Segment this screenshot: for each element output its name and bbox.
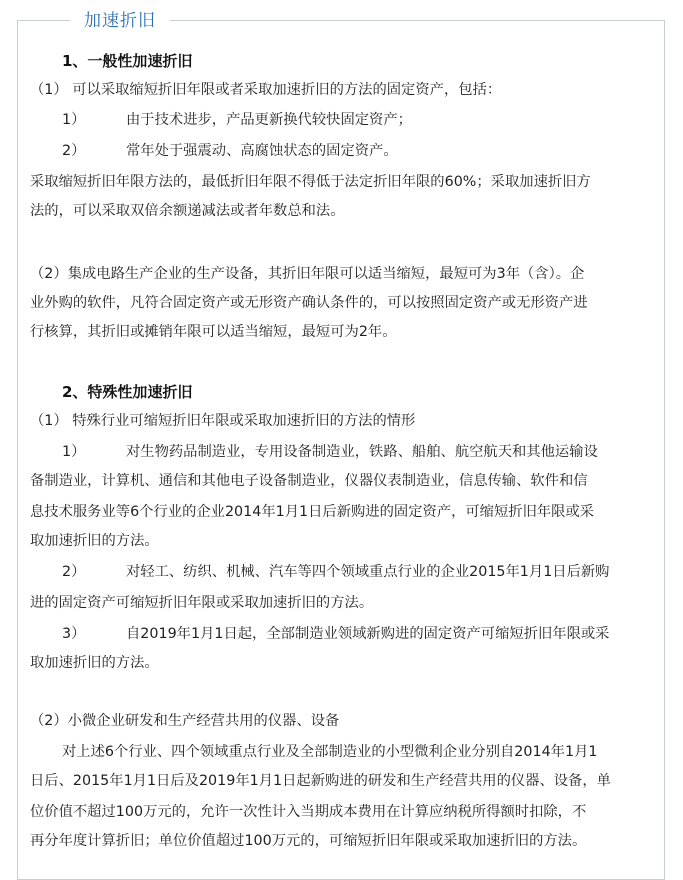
- list-marker: 2）: [62, 143, 86, 159]
- paragraph-line: 取加速折旧的方法。: [30, 655, 159, 671]
- list-marker: 1）: [62, 444, 86, 460]
- list-item: 常年处于强震动、高腐蚀状态的固定资产。: [126, 143, 398, 159]
- paragraph-line: （2）小微企业研发和生产经营共用的仪器、设备: [30, 713, 340, 729]
- list-item: 对轻工、纺织、机械、汽车等四个领域重点行业的企业2015年1月1日后新购: [126, 564, 610, 580]
- paragraph-line: 息技术服务业等6个行业的企业2014年1月1日后新购进的固定资产，可缩短折旧年限或采: [30, 504, 595, 520]
- paragraph-line: （2）集成电路生产企业的生产设备，其折旧年限可以适当缩短，最短可为3年（含）。企: [30, 266, 585, 282]
- paragraph-line: 进的固定资产可缩短折旧年限或采取加速折旧的方法。: [30, 595, 374, 611]
- paragraph-line: 备制造业，计算机、通信和其他电子设备制造业，仪器仪表制造业，信息传输、软件和信: [30, 473, 588, 489]
- list-item: 自2019年1月1日起，全部制造业领域新购进的固定资产可缩短折旧年限或采: [126, 626, 610, 642]
- list-item: 对生物药品制造业，专用设备制造业，铁路、船舶、航空航天和其他运输设: [126, 444, 598, 460]
- paragraph-line: 再分年度计算折旧；单位价值超过100万元的，可缩短折旧年限或采取加速折旧的方法。: [30, 833, 587, 849]
- heading-general: 1、一般性加速折旧: [62, 52, 193, 70]
- paragraph-line: 日后、2015年1月1日后及2019年1月1日起新购进的研发和生产经营共用的仪器、设备，单: [30, 773, 611, 789]
- list-marker: 3）: [62, 626, 86, 642]
- paragraph-line: 对上述6个行业、四个领域重点行业及全部制造业的小型微利企业分别自2014年1月1: [62, 744, 598, 760]
- list-item: 由于技术进步，产品更新换代较快固定资产；: [126, 112, 412, 128]
- heading-special: 2、特殊性加速折旧: [62, 383, 193, 401]
- section-title: 加速折旧: [70, 8, 170, 34]
- paragraph-line: （1） 可以采取缩短折旧年限或者采取加速折旧的方法的固定资产，包括：: [30, 82, 502, 98]
- paragraph-line: 行核算，其折旧或摊销年限可以适当缩短，最短可为2年。: [30, 324, 397, 340]
- list-marker: 1）: [62, 112, 86, 128]
- paragraph-line: 取加速折旧的方法。: [30, 533, 159, 549]
- paragraph-line: 法的，可以采取双倍余额递减法或者年数总和法。: [30, 203, 345, 219]
- paragraph-line: （1） 特殊行业可缩短折旧年限或采取加速折旧的方法的情形: [30, 413, 416, 429]
- paragraph-line: 采取缩短折旧年限方法的，最低折旧年限不得低于法定折旧年限的60%；采取加速折旧方: [30, 174, 591, 190]
- paragraph-line: 位价值不超过100万元的，允许一次性计入当期成本费用在计算应纳税所得额时扣除，不: [30, 804, 587, 820]
- list-marker: 2）: [62, 564, 86, 580]
- paragraph-line: 业外购的软件，凡符合固定资产或无形资产确认条件的，可以按照固定资产或无形资产进: [30, 295, 588, 311]
